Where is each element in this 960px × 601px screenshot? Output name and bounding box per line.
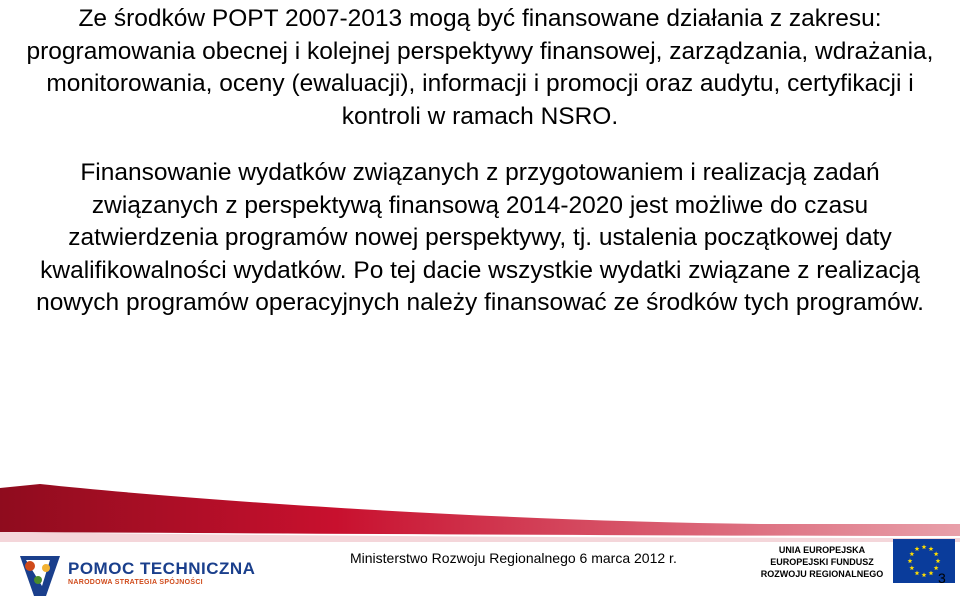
ministry-footer-text: Ministerstwo Rozwoju Regionalnego 6 marca 2012 r. <box>350 550 677 566</box>
eu-line-3: ROZWOJU REGIONALNEGO <box>760 569 884 579</box>
footer <box>0 476 960 601</box>
eu-line-1: UNIA EUROPEJSKA <box>778 545 866 555</box>
page-number: 3 <box>938 570 946 586</box>
logo-title: POMOC TECHNICZNA <box>68 559 256 578</box>
paragraph-popt-scope: Ze środków POPT 2007-2013 mogą być finansowane działania z zakresu: programowania obecnej i kolejnej perspektywy finansowej, zarządzania, wdrażania, monitorowania, oceny (ewaluacji), informacji i promocji oraz audytu, certyfikacji i kontroli w ramach NSRO. <box>26 5 934 130</box>
pomoc-techniczna-logo-icon <box>16 546 64 598</box>
eu-line-2: EUROPEJSKI FUNDUSZ <box>770 557 874 567</box>
eu-fund-label <box>760 544 884 580</box>
logo-subtitle: NARODOWA STRATEGIA SPÓJNOŚCI <box>68 579 203 586</box>
paragraph-financing: Finansowanie wydatków związanych z przygotowaniem i realizacją zadań związanych z perspektywą finansową 2014-2020 jest możliwe do czasu zatwierdzenia programów nowej perspektywy, tj. ustalenia początkowej daty kwalifikowalności wydatków. Po tej dacie wszystkie wydatki związane z realizacją nowych programów operacyjnych należy finansować ze środków tych programów. <box>36 159 924 316</box>
